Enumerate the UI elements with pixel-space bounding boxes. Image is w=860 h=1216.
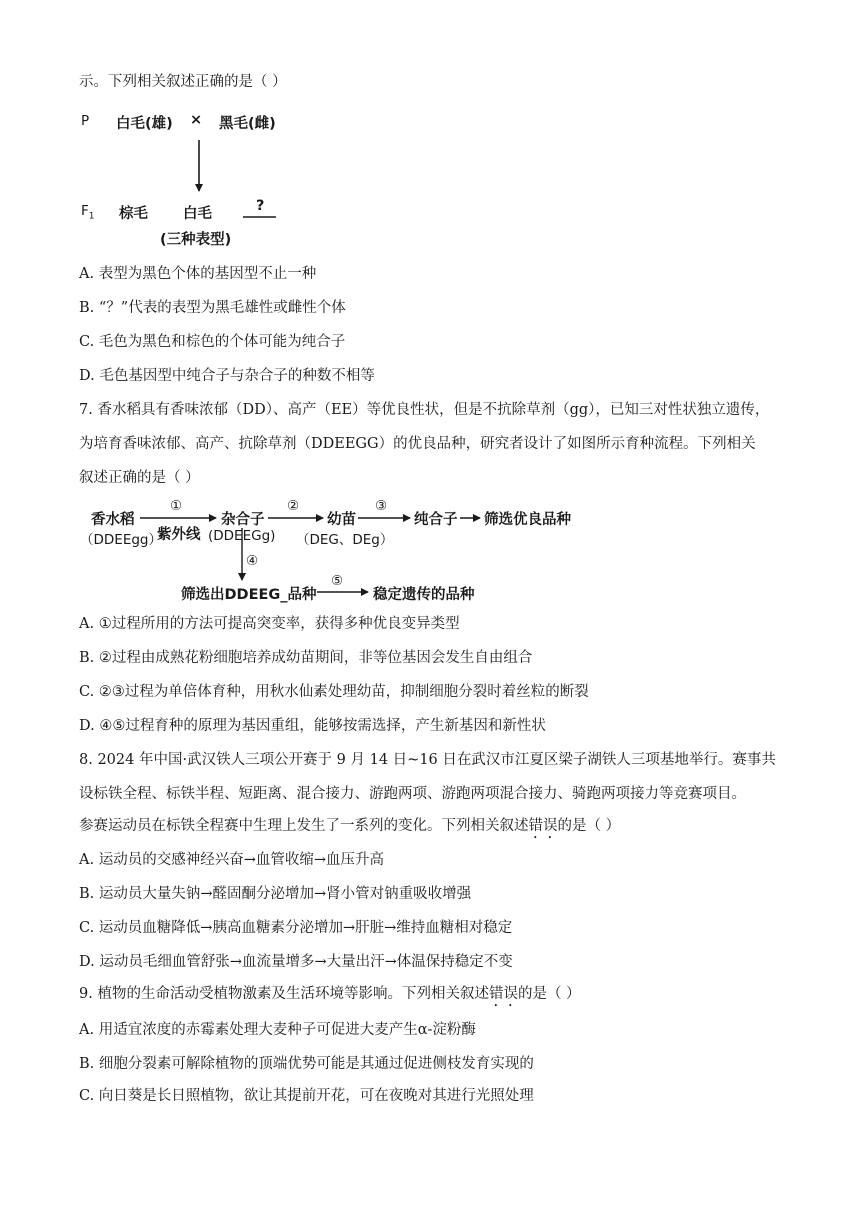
flow-node-seedling: 幼苗 [327,512,356,528]
q9-option-a: A. 用适宜浓度的赤霉素处理大麦种子可促进大麦产生α-淀粉酶 [79,1022,476,1038]
q7-option-b: B. ②过程由成熟花粉细胞培养成幼苗期间，非等位基因会发生自由组合 [79,650,533,666]
flow-node-rice: 香水稻 [91,512,135,528]
flow-step-4: ④ [246,553,259,569]
q8-emphasis: 错误 [528,818,558,834]
f1-brown: 棕毛 [119,206,148,222]
flow-step-1: ① [170,498,183,514]
parent-male: 白毛(雄) [116,116,173,132]
q7-stem-line-1: 7. 香水稻具有香味浓郁（DD）、高产（EE）等优良性状，但是不抗除草剂（gg），已知三对性状独立遗传， [79,402,770,418]
q6-option-c: C. 毛色为黑色和棕色的个体可能为纯合子 [79,334,346,350]
q8-stem-line-2: 设标铁全程、标铁半程、短距离、混合接力、游跑两项、游跑两项混合接力、骑跑两项接力等竞赛项目。 [79,786,746,802]
q6-option-d: D. 毛色基因型中纯合子与杂合子的种数不相等 [79,368,375,384]
q7-option-c: C. ②③过程为单倍体育种，用秋水仙素处理幼苗，抑制细胞分裂时着丝粒的断裂 [79,684,589,700]
flow-node-select: 筛选优良品种 [484,512,571,528]
q9-emphasis: 错误 [488,986,518,1002]
flow-node-homozygote: 纯合子 [414,512,458,528]
flow-step-1-label: 紫外线 [157,527,201,543]
f1-label: $F_1$ [81,203,95,222]
cross-symbol: × [190,112,203,128]
flow-node-hetero-genotype: (DDEEGg) [208,528,276,544]
p-label: P [81,113,90,129]
q6-stem-tail: 示。下列相关叙述正确的是（ ） [79,74,287,90]
f1-white: 白毛 [183,206,212,222]
q7-option-d: D. ④⑤过程育种的原理为基因重组，能够按需选择，产生新基因和新性状 [79,718,546,734]
f1-unknown: ? [256,198,265,214]
q9-option-b: B. 细胞分裂素可解除植物的顶端优势可能是其通过促进侧枝发育实现的 [79,1056,534,1072]
q7-stem-line-3: 叙述正确的是（ ） [79,470,200,486]
flow-step-3: ③ [375,498,388,514]
q7-stem-line-2: 为培育香味浓郁、高产、抗除草剂（DDEEGG）的优良品种，研究者设计了如图所示育种流程。下列相关 [79,436,756,452]
f1-note: (三种表型) [160,232,232,248]
flow-node-seedling-genotype: （DEG、DEg） [296,532,394,548]
flow-node-ddeeg: 筛选出DDEEG_品种 [181,587,317,603]
q9-stem: 9. 植物的生命活动受植物激素及生活环境等影响。下列相关叙述错误的是（ ） [79,986,581,1002]
flow-node-rice-genotype: （DDEEgg） [80,532,162,548]
q6-option-b: B. “？”代表的表型为黑毛雄性或雌性个体 [79,300,346,316]
parent-female: 黑毛(雌) [219,116,276,132]
q9-option-c: C. 向日葵是长日照植物，欲让其提前开花，可在夜晚对其进行光照处理 [79,1088,534,1104]
q8-option-a: A. 运动员的交感神经兴奋→血管收缩→血压升高 [79,852,384,868]
q8-option-b: B. 运动员大量失钠→醛固酮分泌增加→肾小管对钠重吸收增强 [79,886,472,902]
q8-stem-line-3: 参赛运动员在标铁全程赛中生理上发生了一系列的变化。下列相关叙述错误的是（ ） [79,818,621,834]
q7-option-a: A. ①过程所用的方法可提高突变率，获得多种优良变异类型 [79,616,460,632]
flow-step-2: ② [287,498,300,514]
q8-stem-line-1: 8. 2024 年中国·武汉铁人三项公开赛于 9 月 14 日~16 日在武汉市江夏区梁子湖铁人三项基地举行。赛事共 [79,752,776,768]
q8-option-d: D. 运动员毛细血管舒张→血流量增多→大量出汗→体温保持稳定不变 [79,954,513,970]
q8-option-c: C. 运动员血糖降低→胰高血糖素分泌增加→肝脏→维持血糖相对稳定 [79,920,513,936]
flow-node-stable: 稳定遗传的品种 [373,587,475,603]
flow-step-5: ⑤ [331,573,344,589]
q6-option-a: A. 表型为黑色个体的基因型不止一种 [79,266,317,282]
flow-node-hetero: 杂合子 [221,512,265,528]
